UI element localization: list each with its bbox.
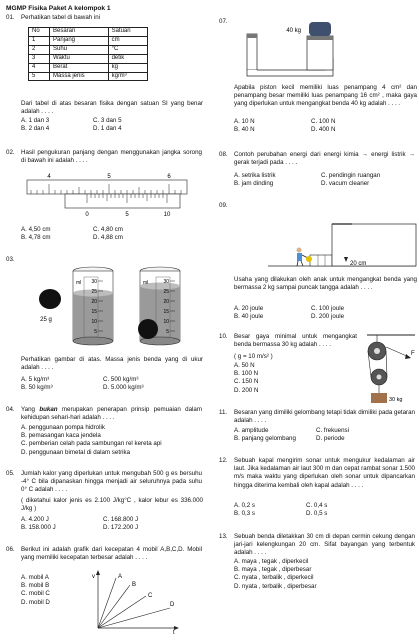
question-number: 01. (6, 14, 15, 21)
answer-options (21, 117, 161, 133)
table-header-row (29, 28, 148, 37)
stone-submerged (138, 319, 158, 339)
stone-mass-label: 25 g (40, 317, 52, 323)
question-number: 05. (6, 470, 15, 477)
given-data-note: ( g = 10 m/s² ) (234, 353, 273, 360)
answer-options (21, 376, 181, 392)
table-cell: °C (108, 45, 147, 54)
question-text: Sebuah benda diletakkan 30 cm di depan cermin cekung dengan jari-jari kelengkungan 20 cm. Sifat bayangan yang terbentuk adalah . . . . (234, 533, 415, 557)
given-data-note: ( diketahui kalor jenis es 2.100 J/kg°C , kalor lebur es 336.000 J/kg ) (21, 497, 203, 513)
table-cell: Waktu (50, 54, 109, 63)
cylinder-tick-label: 20 (163, 299, 169, 305)
pulley-system-figure (363, 333, 419, 405)
question-text: Besaran yang dimiliki gelombang tetapi tidak dimiliki pada getaran adalah . . . . (234, 409, 415, 425)
answer-option[interactable]: B. 100 N (234, 370, 259, 378)
answer-option[interactable]: B. 4,78 cm (21, 234, 51, 242)
answer-option[interactable]: C. pendingin ruangan (321, 172, 381, 179)
answer-option[interactable]: D. 172.200 J (103, 524, 139, 532)
answer-option[interactable]: A. setrika listrik (234, 172, 276, 179)
answer-option[interactable]: B. maya , tegak , diperbesar (234, 566, 312, 574)
answer-option[interactable]: B. panjang gelombang (234, 435, 296, 443)
answer-option[interactable]: C. 150 N (234, 378, 259, 386)
line-label: A (118, 574, 123, 580)
question-text: Contoh perubahan energi dari energi kimia → energi listrik → gerak terjadi pada . . . . (234, 151, 415, 167)
x-axis-label: t (173, 630, 175, 634)
answer-options (234, 118, 384, 134)
question-text: Besar gaya minimal untuk mengangkat benda bermassa 30 kg adalah . . . . (234, 333, 357, 349)
answer-option[interactable]: D. 200 N (234, 386, 259, 394)
answer-options (21, 226, 161, 242)
table-cell: cm (108, 36, 147, 45)
units-table (28, 27, 148, 81)
scale-label: 4 (47, 174, 51, 180)
question-number: 13. (219, 533, 228, 540)
platform (310, 255, 332, 266)
answer-option[interactable]: C. 4,80 cm (93, 226, 123, 233)
answer-option[interactable]: A. 0,2 s (234, 502, 255, 509)
answer-options (234, 427, 394, 443)
load-box (371, 393, 387, 403)
line-B (98, 585, 130, 628)
vernier-caliper-figure (25, 170, 190, 222)
cylinder-tick-label: 20 (91, 299, 97, 305)
answer-options (21, 574, 81, 607)
answer-options (234, 502, 374, 518)
answer-option[interactable]: A. 4,50 cm (21, 226, 51, 233)
question-text: Berikut ini adalah grafik dari kecepatan 4 mobil A,B,C,D. Mobil yang memiliki kecepatan terbesar adalah . . . . (21, 546, 202, 562)
answer-option[interactable]: B. 50 kg/m³ (21, 384, 53, 392)
height-label: 20 cm (350, 261, 367, 267)
table-cell: kg (108, 63, 147, 72)
answer-options (234, 172, 404, 188)
answer-option[interactable]: A. penggunaan pompa hidrolik (21, 424, 105, 431)
question-number: 04. (6, 406, 15, 413)
vernier-label: 5 (125, 212, 129, 218)
answer-option[interactable]: B. jam dinding (234, 180, 274, 188)
table-cell: Suhu (50, 45, 109, 54)
table-cell: 3 (29, 54, 50, 63)
question-number: 12. (219, 457, 228, 464)
answer-option[interactable]: D. mobil D (21, 598, 50, 606)
answer-option[interactable]: A. amplitude (234, 427, 269, 434)
table-cell: Panjang (50, 36, 109, 45)
line-label: C (148, 593, 153, 599)
answer-option[interactable]: D. 200 joule (311, 313, 345, 321)
answer-option[interactable]: B. 40 joule (234, 313, 264, 321)
table-cell: kg/m³ (108, 72, 147, 81)
answer-option[interactable]: A. 10 N (234, 118, 255, 125)
answer-options (21, 424, 203, 457)
line-D (98, 608, 170, 628)
cylinder-tick-label: 15 (91, 309, 97, 315)
answer-option[interactable]: C. 168.800 J (103, 516, 139, 523)
emphasis-text: bukan (39, 406, 58, 413)
answer-option[interactable]: D. periode (316, 435, 345, 443)
table-row (29, 45, 148, 54)
cylinder-tick-label: 5 (94, 329, 97, 335)
left-column (0, 0, 206, 640)
table-cell: 4 (29, 63, 50, 72)
answer-option[interactable]: A. 5 kg/m³ (21, 376, 50, 383)
answer-options (234, 305, 384, 321)
question-text: Yang bukan merupakan penerapan prinsip pemuaian dalam kehidupan sehari-hari adalah . . . . (21, 406, 202, 422)
answer-option[interactable]: C. 100 joule (311, 305, 345, 312)
line-label: B (132, 582, 137, 588)
answer-option[interactable]: A. 50 N (234, 362, 255, 369)
answer-option[interactable]: C. 100 N (311, 118, 336, 125)
ball (306, 256, 312, 262)
question-text: Jumlah kalor yang diperlukan untuk mengubah 500 g es bersuhu -4° C bila dipanaskan hingga menjadi air seluruhnya pada suhu 0° C adalah . . . . (21, 470, 202, 494)
table-row (29, 36, 148, 45)
table-header: No (29, 28, 50, 37)
answer-option[interactable]: C. 0,4 s (306, 502, 328, 509)
stair-block (332, 224, 416, 266)
question-number: 10. (219, 333, 228, 340)
table-header: Satuan (108, 28, 147, 37)
cylinder-tick-label: 25 (163, 289, 169, 295)
question-number: 08. (219, 151, 228, 158)
cylinder-tick-label: 30 (163, 279, 169, 285)
child-body (297, 253, 302, 261)
question-number: 02. (6, 149, 15, 156)
answer-option[interactable]: C. 3 dan 5 (93, 117, 122, 124)
force-label: F (411, 351, 415, 357)
answer-option[interactable]: B. pemasangan kaca jendela (21, 432, 101, 440)
question-number: 11. (219, 409, 228, 416)
answer-option[interactable]: C. pemberian celah pada sambungan rel kereta api (21, 440, 162, 448)
answer-option[interactable]: C. mobil C (21, 590, 50, 598)
question-text: Sebuah kapal mengirim sonar untuk mengukur kedalaman air laut. Jika kedalaman air laut 300 m dan cepat rambat sonar 1.500 m/s maka waktu yang diperlukan oleh sonar untuk dipancarkan hingga diterima kembali oleh kapal adalah . . . . (234, 457, 415, 489)
load-label: 30 kg (389, 397, 403, 403)
question-03-prompt: Perhatikan gambar di atas. Massa jenis benda yang di ukur adalah . . . . (21, 356, 203, 372)
table-cell: 2 (29, 45, 50, 54)
vernier-label: 0 (85, 212, 89, 218)
right-column (213, 0, 419, 640)
answer-option[interactable]: D. penggunaan bimetal di dalam setrika (21, 448, 131, 456)
cylinder-tick-label: 25 (91, 289, 97, 295)
child-head (297, 248, 302, 253)
answer-option[interactable]: C. frekuensi (316, 427, 350, 434)
cylinder-tick-label: 10 (91, 319, 97, 325)
answer-options (234, 558, 416, 591)
table-cell: 5 (29, 72, 50, 81)
answer-option[interactable]: D. nyata , terbalik , diperbesar (234, 582, 317, 590)
answer-option[interactable]: D. vacum cleaner (321, 180, 370, 188)
unit-label: ml (143, 280, 149, 286)
question-number: 03. (6, 256, 15, 263)
line-label: D (170, 602, 175, 608)
table-cell: detik (108, 54, 147, 63)
answer-option[interactable]: B. mobil B (21, 582, 50, 590)
stairs-figure (268, 210, 418, 270)
question-number: 09. (219, 202, 228, 209)
answer-option[interactable]: C. nyata , terbalik , diperkecil (234, 574, 314, 582)
answer-options (21, 516, 181, 532)
line-C (98, 596, 146, 628)
scale-label: 6 (167, 174, 171, 180)
answer-option[interactable]: C. 500 kg/m³ (103, 376, 139, 383)
table-header: Besaran (50, 28, 109, 37)
measuring-cylinder-1 (73, 267, 113, 345)
answer-option[interactable]: B. 158.000 J (21, 524, 56, 532)
question-number: 06. (6, 546, 15, 553)
answer-option[interactable]: A. 4.200 J (21, 516, 49, 523)
measuring-cylinder-2 (138, 267, 180, 345)
question-text: Perhatikan tabel di bawah ini (21, 14, 101, 21)
load-block (309, 22, 331, 36)
answer-option[interactable]: A. 1 dan 3 (21, 117, 50, 124)
answer-option[interactable]: D. 5.000 kg/m³ (103, 384, 144, 392)
table-cell: Berat (50, 63, 109, 72)
page-title: MGMP Fisika Paket A kelompok 1 (6, 5, 111, 12)
hydraulic-press-figure (241, 18, 341, 78)
load-label: 40 kg (286, 28, 301, 34)
unit-label: ml (76, 280, 82, 286)
table-cell: 1 (29, 36, 50, 45)
answer-option[interactable]: D. 0,5 s (306, 510, 328, 518)
question-09-text: Usaha yang dilakukan oleh anak untuk mengangkat benda yang bermassa 2 kg sampai puncak tangga adalah . . . . (234, 276, 417, 292)
table-row (29, 72, 148, 81)
cylinder-tick-label: 5 (166, 329, 169, 335)
answer-option[interactable]: A. mobil A (21, 574, 49, 581)
line-A (98, 578, 116, 628)
answer-option[interactable]: D. 4,88 cm (93, 234, 123, 242)
answer-option[interactable]: B. 40 N (234, 126, 255, 134)
answer-option[interactable]: A. maya , tegak , diperkecil (234, 558, 309, 565)
table-row (29, 54, 148, 63)
table-row (29, 63, 148, 72)
answer-option[interactable]: B. 0,3 s (234, 510, 255, 518)
question-01-prompt: Dari tabel di atas besaran fisika dengan satuan SI yang benar adalah . . . . (21, 100, 203, 116)
answer-option[interactable]: B. 2 dan 4 (21, 125, 50, 133)
displacement-figure (20, 255, 206, 350)
question-text: Hasil pengukuran panjang dengan menggunakan jangka sorong di bawah ini adalah . . . . (21, 149, 202, 165)
answer-option[interactable]: A. 20 joule (234, 305, 264, 312)
vernier-label: 10 (163, 212, 171, 218)
y-axis-label: v (92, 574, 95, 580)
stone-shape (39, 289, 61, 309)
cylinder-tick-label: 30 (91, 279, 97, 285)
scale-label: 5 (107, 174, 111, 180)
velocity-graph (88, 568, 188, 634)
answer-option[interactable]: D. 400 N (311, 126, 336, 134)
answer-options (234, 362, 294, 395)
answer-option[interactable]: D. 1 dan 4 (93, 125, 122, 133)
cylinder-tick-label: 10 (163, 319, 169, 325)
table-cell: Massa jenis (50, 72, 109, 81)
cylinder-tick-label: 15 (163, 309, 169, 315)
question-number: 07. (219, 18, 228, 25)
question-07-text: Apabila piston kecil memiliki luas penampang 4 cm² dan penampang besar memiliki luas penampang 16 cm² , maka gaya yang diperlukan untuk mengangkat benda 40 kg adalah . . . . (234, 84, 417, 108)
